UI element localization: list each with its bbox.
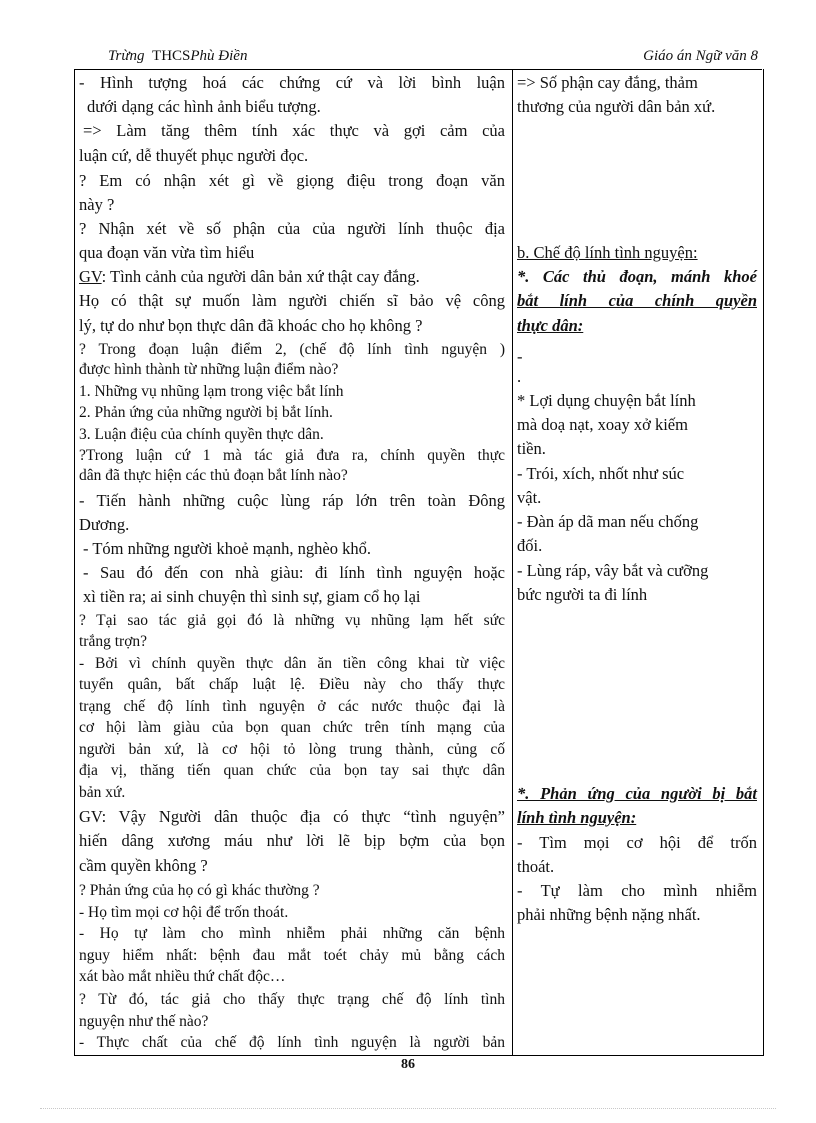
left-line: trắng trợn? — [79, 633, 148, 650]
page-header — [74, 48, 762, 68]
left-line: địa vị, thăng tiến quan chức của bọn tay sai thực dân — [79, 762, 505, 779]
left-line: - Hình tượng hoá các chứng cứ và lời bình luận — [79, 73, 505, 92]
right-line: bức người ta đi lính — [517, 585, 648, 604]
right-line: mà doạ nạt, xoay xở kiếm — [517, 415, 688, 434]
left-line: 3. Luận điệu của chính quyền thực dân. — [79, 426, 324, 443]
left-line: này ? — [79, 195, 115, 214]
left-line: - Tiến hành những cuộc lùng ráp lớn trên toàn Đông — [79, 491, 505, 510]
left-line: ?Trong luận cứ 1 mà tác giả đưa ra, chính quyền thực — [79, 447, 505, 464]
left-line: => Làm tăng thêm tính xác thực và gợi cảm của — [83, 121, 505, 140]
left-line: cầm quyền không ? — [79, 856, 208, 875]
left-line: tuyển quân, bất chấp luật lệ. Điều này cho thấy thực — [79, 676, 505, 693]
left-line: - Tóm những người khoẻ mạnh, nghèo khổ. — [83, 539, 371, 558]
gv-label: GV — [79, 267, 102, 286]
subsection-heading: lính tình nguyện: — [517, 808, 637, 827]
right-line: tiền. — [517, 439, 546, 458]
section-heading: b. Chế độ lính tình nguyện: — [517, 243, 698, 262]
left-line: xì tiền ra; ai sinh chuyện thì sinh sự, giam cổ họ lại — [83, 587, 421, 606]
subsection-heading: *. Phản ứng của người bị bắt — [517, 784, 757, 803]
left-line: - Sau đó đến con nhà giàu: đi lính tình nguyện hoặc — [83, 563, 505, 582]
left-line: ? Em có nhận xét gì về giọng điệu trong đoạn văn — [79, 171, 505, 190]
left-line: qua đoạn văn vừa tìm hiểu — [79, 243, 255, 262]
left-line: nguy hiểm nhất: bệnh đau mắt toét chảy mủ bằng cách — [79, 947, 505, 964]
left-line: luận cứ, dễ thuyết phục người đọc. — [79, 146, 309, 165]
left-line: hiến dâng xương máu như lời lẽ bịp bợm của bọn — [79, 831, 505, 850]
left-line: ? Tại sao tác giả gọi đó là những vụ nhũng lạm hết sức — [79, 612, 505, 629]
left-line: ? Trong đoạn luận điểm 2, (chế độ lính tình nguyện ) — [79, 341, 505, 358]
left-line: trạng chế độ lính tình nguyện ở các nước thuộc đại là — [79, 698, 505, 715]
page-bottom-rule — [40, 1108, 776, 1109]
right-line: - Tự làm cho mình nhiễm — [517, 881, 757, 900]
left-line: ? Nhận xét về số phận của của người lính thuộc địa — [79, 219, 505, 238]
right-line: . — [517, 367, 522, 386]
page-number: 86 — [401, 1057, 415, 1072]
left-line: lý, tự do như bọn thực dân đã khoác cho họ không ? — [79, 316, 423, 335]
left-line: - Họ tự làm cho mình nhiễm phải những căn bệnh — [79, 925, 505, 942]
right-line: - Trói, xích, nhốt như súc — [517, 464, 685, 483]
left-line: dưới dạng các hình ảnh biểu tượng. — [87, 97, 321, 116]
right-line: * Lợi dụng chuyện bắt lính — [517, 391, 696, 410]
left-line: người bản xứ, là cơ hội tỏ lòng trung thành, củng cố — [79, 741, 505, 758]
left-line: Họ có thật sự muốn làm người chiến sĩ bảo vệ công — [79, 291, 505, 310]
left-line: - Bởi vì chính quyền thực dân ăn tiền công khai từ việc — [79, 655, 505, 672]
subsection-heading: *. Các thủ đoạn, mánh khoé — [517, 267, 757, 286]
subject-label: Giáo án Ngữ văn 8 — [643, 48, 758, 64]
left-line: GV: Vậy Người dân thuộc địa có thực “tình nguyện” — [79, 807, 505, 826]
left-line: ? Phản ứng của họ có gì khác thường ? — [79, 882, 320, 899]
right-line: đối. — [517, 536, 543, 555]
column-divider — [512, 69, 513, 1055]
right-line: - Đàn áp dã man nếu chống — [517, 512, 699, 531]
left-line: bản xứ. — [79, 784, 126, 801]
left-line: - Họ tìm mọi cơ hội để trốn thoát. — [79, 904, 289, 921]
right-line: - Lùng ráp, vây bắt và cưỡng — [517, 561, 709, 580]
subsection-heading: bắt lính của chính quyền — [517, 291, 757, 310]
left-line: dân đã thực hiện các thủ đoạn bắt lính nào? — [79, 467, 348, 484]
left-line: 1. Những vụ nhũng lạm trong việc bắt lính — [79, 383, 344, 400]
left-line: xát bào mắt nhiều thứ chất độc… — [79, 968, 286, 985]
right-line: vật. — [517, 488, 542, 507]
right-line: => Số phận cay đắng, thảm — [517, 73, 698, 92]
left-line: GV: Tình cảnh của người dân bản xứ thật cay đắng. — [79, 267, 420, 286]
lesson-table — [74, 69, 764, 1056]
right-line: - Tìm mọi cơ hội để trốn — [517, 833, 757, 852]
left-line: ? Từ đó, tác giả cho thấy thực trạng chế độ lính tình — [79, 991, 505, 1008]
left-line: được hình thành từ những luận điểm nào? — [79, 361, 339, 378]
subsection-heading: thực dân: — [517, 316, 584, 335]
school-label: Trừng THCSPhù Điền — [108, 48, 248, 64]
left-line: cơ hội làm giàu của bọn quan chức trên tính mạng của — [79, 719, 505, 736]
left-line: nguyện như thế nào? — [79, 1013, 209, 1030]
left-line: 2. Phản ứng của những người bị bắt lính. — [79, 404, 333, 421]
right-line: phải những bệnh nặng nhất. — [517, 905, 701, 924]
left-line: - Thực chất của chế độ lính tình nguyện là người bản — [79, 1034, 505, 1051]
left-line: Dương. — [79, 515, 130, 534]
right-line: - — [517, 347, 523, 366]
right-line: thoát. — [517, 857, 555, 876]
right-line: thương của người dân bản xứ. — [517, 97, 716, 116]
